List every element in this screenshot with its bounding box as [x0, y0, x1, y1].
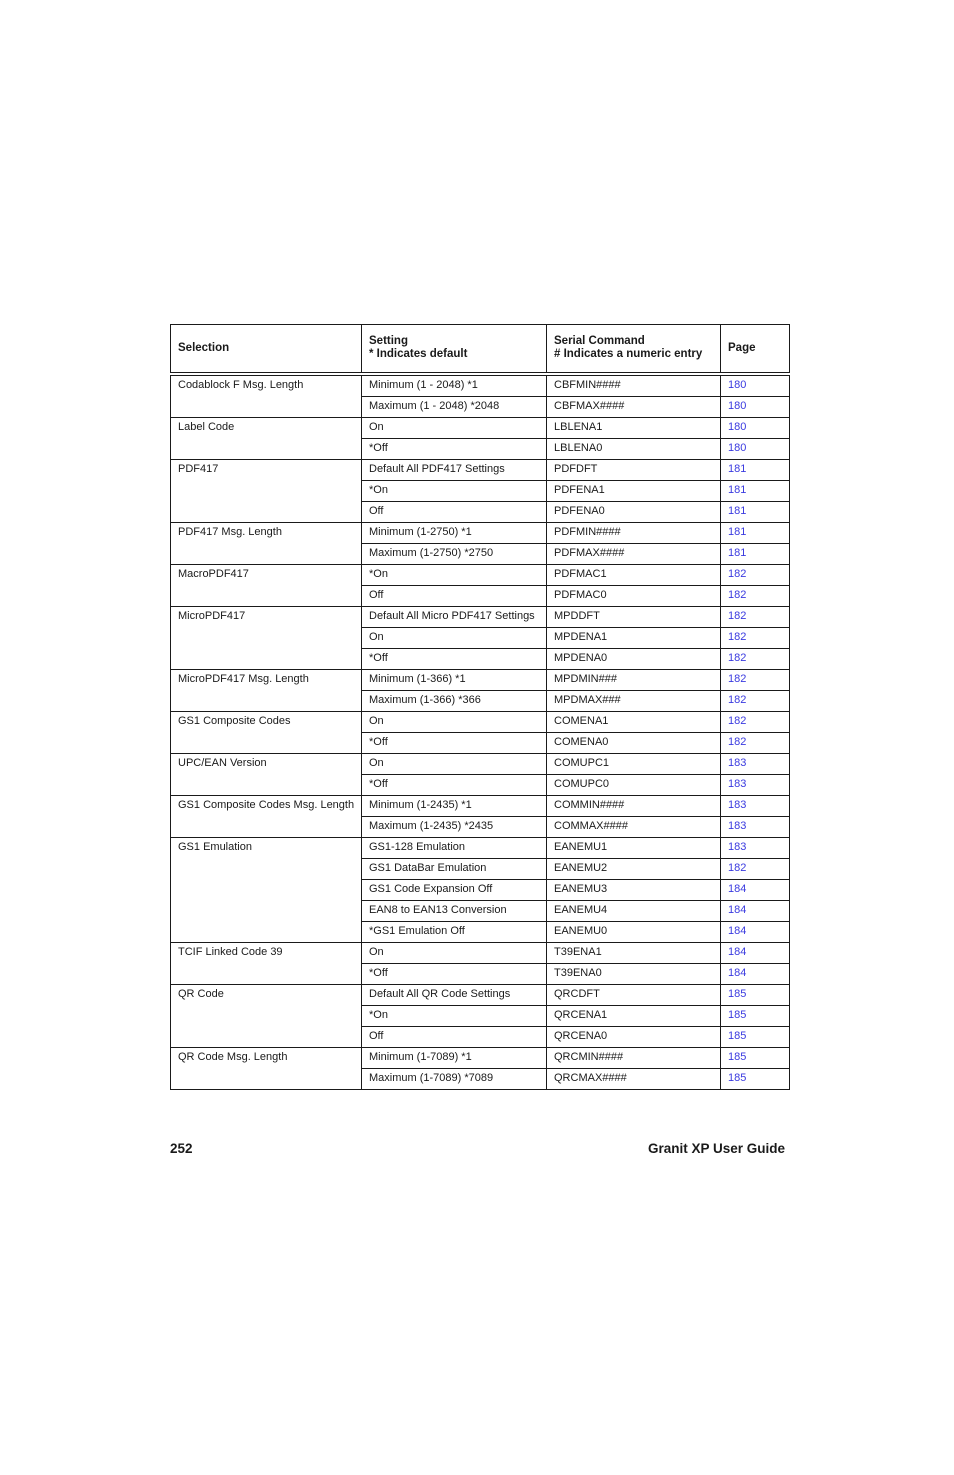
page-link[interactable]: 181	[728, 505, 747, 517]
setting-cell: Maximum (1-2750) *2750	[362, 544, 547, 565]
page-link[interactable]: 182	[728, 610, 747, 622]
page-cell	[721, 733, 790, 754]
serial-command-cell: QRCENA1	[547, 1006, 721, 1027]
table-row	[171, 523, 790, 544]
page-link[interactable]: 182	[728, 694, 747, 706]
serial-command-cell: COMMIN####	[547, 796, 721, 817]
serial-command-cell: EANEMU4	[547, 901, 721, 922]
serial-command-cell: QRCMIN####	[547, 1048, 721, 1069]
setting-cell: GS1-128 Emulation	[362, 838, 547, 859]
setting-cell: Minimum (1-7089) *1	[362, 1048, 547, 1069]
page-cell	[721, 943, 790, 964]
page-link[interactable]: 182	[728, 715, 747, 727]
page-cell	[721, 1027, 790, 1048]
page-link[interactable]: 181	[728, 526, 747, 538]
page-link[interactable]: 184	[728, 946, 747, 958]
setting-cell: *On	[362, 481, 547, 502]
page-cell	[721, 1006, 790, 1027]
selection-cell: MicroPDF417 Msg. Length	[171, 670, 362, 712]
page-cell	[721, 712, 790, 733]
setting-cell: On	[362, 754, 547, 775]
table-header-row	[171, 325, 790, 375]
serial-command-cell: MPDMAX###	[547, 691, 721, 712]
setting-cell: On	[362, 418, 547, 439]
serial-command-cell: EANEMU0	[547, 922, 721, 943]
page-cell	[721, 607, 790, 628]
page-cell	[721, 754, 790, 775]
table-row	[171, 565, 790, 586]
setting-cell: EAN8 to EAN13 Conversion	[362, 901, 547, 922]
serial-command-cell: QRCDFT	[547, 985, 721, 1006]
page-cell	[721, 502, 790, 523]
table-row	[171, 460, 790, 481]
serial-command-cell: EANEMU2	[547, 859, 721, 880]
page-link[interactable]: 181	[728, 463, 747, 475]
selection-cell: QR Code	[171, 985, 362, 1048]
page-link[interactable]: 182	[728, 631, 747, 643]
setting-cell: Minimum (1-2435) *1	[362, 796, 547, 817]
page-link[interactable]: 185	[728, 1030, 747, 1042]
page-link[interactable]: 182	[728, 673, 747, 685]
page-link[interactable]: 182	[728, 652, 747, 664]
setting-cell: Off	[362, 1027, 547, 1048]
table-row	[171, 796, 790, 817]
serial-command-cell: MPDDFT	[547, 607, 721, 628]
serial-command-cell: LBLENA0	[547, 439, 721, 460]
serial-command-cell: PDFMAC0	[547, 586, 721, 607]
setting-cell: *Off	[362, 649, 547, 670]
setting-cell: On	[362, 712, 547, 733]
table-row	[171, 754, 790, 775]
serial-command-cell: QRCMAX####	[547, 1069, 721, 1090]
page-link[interactable]: 184	[728, 883, 747, 895]
setting-cell: Default All Micro PDF417 Settings	[362, 607, 547, 628]
page-cell	[721, 523, 790, 544]
selection-cell: TCIF Linked Code 39	[171, 943, 362, 985]
page-cell	[721, 460, 790, 481]
page-link[interactable]: 182	[728, 736, 747, 748]
setting-cell: *Off	[362, 733, 547, 754]
page-cell	[721, 901, 790, 922]
page-link[interactable]: 181	[728, 547, 747, 559]
page-cell	[721, 481, 790, 502]
selection-cell: PDF417	[171, 460, 362, 523]
serial-command-cell: PDFDFT	[547, 460, 721, 481]
selection-cell: MacroPDF417	[171, 565, 362, 607]
table-row	[171, 1048, 790, 1069]
page-cell	[721, 628, 790, 649]
page-cell	[721, 922, 790, 943]
serial-command-cell: EANEMU3	[547, 880, 721, 901]
page-link[interactable]: 182	[728, 589, 747, 601]
table-row	[171, 712, 790, 733]
setting-cell: Minimum (1-366) *1	[362, 670, 547, 691]
page-link[interactable]: 182	[728, 862, 747, 874]
serial-command-cell: MPDMIN###	[547, 670, 721, 691]
selection-cell: MicroPDF417	[171, 607, 362, 670]
setting-cell: Minimum (1-2750) *1	[362, 523, 547, 544]
setting-cell: *Off	[362, 964, 547, 985]
serial-command-cell: PDFMAC1	[547, 565, 721, 586]
setting-cell: *Off	[362, 775, 547, 796]
setting-cell: GS1 DataBar Emulation	[362, 859, 547, 880]
page-cell	[721, 439, 790, 460]
page-cell	[721, 397, 790, 418]
page-cell	[721, 649, 790, 670]
page-link[interactable]: 185	[728, 1009, 747, 1021]
table-row	[171, 943, 790, 964]
serial-command-cell: CBFMIN####	[547, 374, 721, 397]
page-cell	[721, 670, 790, 691]
table-row	[171, 374, 790, 397]
header-serial-command: Serial Command # Indicates a numeric entry	[547, 325, 721, 375]
setting-cell: On	[362, 943, 547, 964]
serial-command-cell: MPDENA1	[547, 628, 721, 649]
page-cell	[721, 691, 790, 712]
selection-cell: Codablock F Msg. Length	[171, 374, 362, 418]
table-row	[171, 985, 790, 1006]
setting-cell: Off	[362, 502, 547, 523]
page-link[interactable]: 184	[728, 904, 747, 916]
page-link[interactable]: 185	[728, 1072, 747, 1084]
page-cell	[721, 544, 790, 565]
table-body	[171, 374, 790, 1090]
setting-cell: Maximum (1-366) *366	[362, 691, 547, 712]
selection-cell: GS1 Emulation	[171, 838, 362, 943]
page-link[interactable]: 180	[728, 442, 747, 454]
selection-cell: GS1 Composite Codes	[171, 712, 362, 754]
selection-cell: GS1 Composite Codes Msg. Length	[171, 796, 362, 838]
page-cell	[721, 985, 790, 1006]
selection-cell: QR Code Msg. Length	[171, 1048, 362, 1090]
setting-cell: *On	[362, 1006, 547, 1027]
page-cell	[721, 1069, 790, 1090]
serial-command-cell: MPDENA0	[547, 649, 721, 670]
page-number: 252	[170, 1141, 193, 1156]
setting-cell: On	[362, 628, 547, 649]
page-cell	[721, 565, 790, 586]
serial-command-cell: COMUPC1	[547, 754, 721, 775]
page-link[interactable]: 182	[728, 568, 747, 580]
table-row	[171, 670, 790, 691]
setting-cell: GS1 Code Expansion Off	[362, 880, 547, 901]
page-cell	[721, 838, 790, 859]
page-link[interactable]: 181	[728, 484, 747, 496]
setting-cell: *Off	[362, 439, 547, 460]
page-link[interactable]: 183	[728, 841, 747, 853]
serial-command-cell: COMENA1	[547, 712, 721, 733]
serial-command-cell: QRCENA0	[547, 1027, 721, 1048]
setting-cell: *GS1 Emulation Off	[362, 922, 547, 943]
selection-cell: UPC/EAN Version	[171, 754, 362, 796]
page-cell	[721, 775, 790, 796]
page-cell	[721, 1048, 790, 1069]
page-link[interactable]: 180	[728, 379, 747, 391]
serial-command-cell: EANEMU1	[547, 838, 721, 859]
page-link[interactable]: 183	[728, 799, 747, 811]
page-cell	[721, 880, 790, 901]
setting-cell: Maximum (1 - 2048) *2048	[362, 397, 547, 418]
setting-cell: Default All PDF417 Settings	[362, 460, 547, 481]
setting-cell: Maximum (1-2435) *2435	[362, 817, 547, 838]
page-link[interactable]: 183	[728, 820, 747, 832]
selection-cell: PDF417 Msg. Length	[171, 523, 362, 565]
header-page: Page	[721, 325, 790, 375]
setting-cell: Off	[362, 586, 547, 607]
table-row	[171, 838, 790, 859]
guide-title: Granit XP User Guide	[647, 1141, 785, 1156]
serial-command-cell: PDFENA1	[547, 481, 721, 502]
page-link[interactable]: 184	[728, 967, 747, 979]
setting-cell: Minimum (1 - 2048) *1	[362, 374, 547, 397]
serial-command-cell: T39ENA1	[547, 943, 721, 964]
page-link[interactable]: 180	[728, 421, 747, 433]
page-cell	[721, 586, 790, 607]
serial-command-cell: CBFMAX####	[547, 397, 721, 418]
page-link[interactable]: 183	[728, 757, 747, 769]
page-link[interactable]: 184	[728, 925, 747, 937]
header-setting: Setting * Indicates default	[362, 325, 547, 375]
table-row	[171, 607, 790, 628]
page-link[interactable]: 183	[728, 778, 747, 790]
page-cell	[721, 859, 790, 880]
serial-command-cell: LBLENA1	[547, 418, 721, 439]
page-cell	[721, 374, 790, 397]
serial-command-cell: PDFENA0	[547, 502, 721, 523]
serial-command-cell: COMMAX####	[547, 817, 721, 838]
serial-command-cell: PDFMAX####	[547, 544, 721, 565]
serial-command-cell: COMUPC0	[547, 775, 721, 796]
page-cell	[721, 418, 790, 439]
selection-cell: Label Code	[171, 418, 362, 460]
table-row	[171, 418, 790, 439]
page-cell	[721, 817, 790, 838]
page-link[interactable]: 185	[728, 988, 747, 1000]
setting-cell: *On	[362, 565, 547, 586]
page-cell	[721, 796, 790, 817]
page-cell	[721, 964, 790, 985]
setting-cell: Maximum (1-7089) *7089	[362, 1069, 547, 1090]
header-selection: Selection	[171, 325, 362, 375]
serial-command-cell: T39ENA0	[547, 964, 721, 985]
page-link[interactable]: 185	[728, 1051, 747, 1063]
serial-command-table	[170, 324, 790, 1090]
serial-command-cell: PDFMIN####	[547, 523, 721, 544]
serial-command-cell: COMENA0	[547, 733, 721, 754]
setting-cell: Default All QR Code Settings	[362, 985, 547, 1006]
page-link[interactable]: 180	[728, 400, 747, 412]
